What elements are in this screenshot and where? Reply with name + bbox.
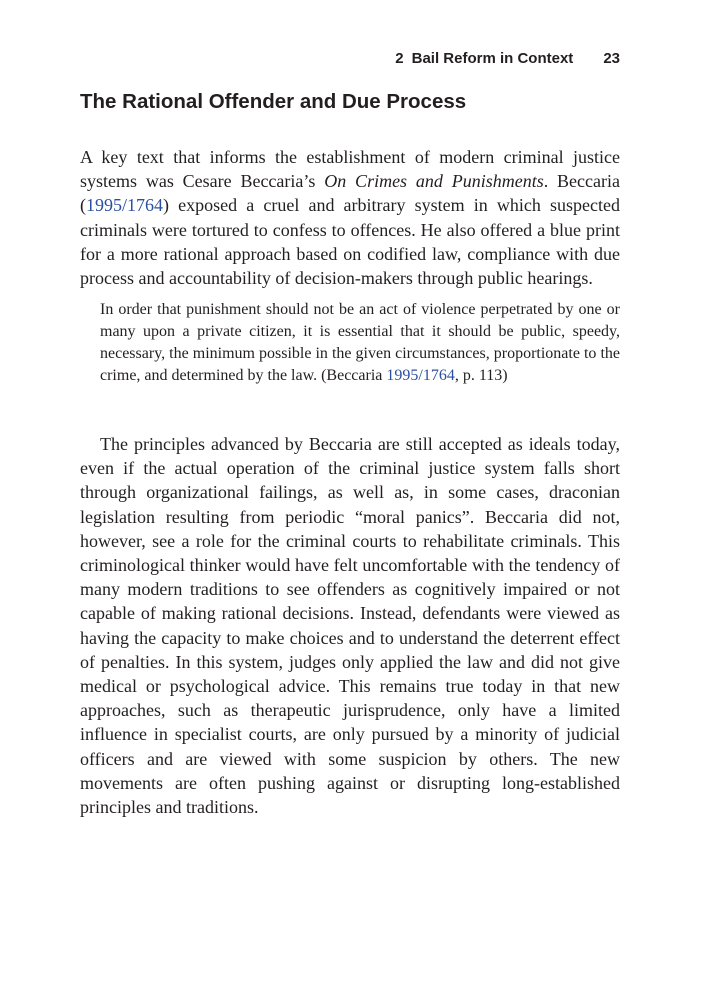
body-paragraph-2: The principles advanced by Beccaria are still accepted as ideals today, even if the actual operation of the criminal justice system falls short through organizational failings, as well as, in some cases, draconian legislation resulting from periodic “moral panics”. Beccaria did not, however, see a role for the criminal courts to rehabilitate criminals. This criminological thinker would have felt uncomfortable with the tendency of many modern traditions to see offenders as cognitively impaired or not capable of making rational decisions. Instead, defendants were viewed as having the capacity to make choices and to understand the deterrent effect of penalties. In this system, judges only applied the law and did not give medical or psychological advice. This remains true today in that new approaches, such as therapeutic jurisprudence, only have a limited influence in specialist courts, are only pursued by a minority of judicial officers and are viewed with some suspicion by others. The new movements are often pushing against or disrupting long-established principles and traditions.: [80, 434, 620, 818]
section-heading: The Rational Offender and Due Process: [80, 90, 467, 113]
paragraph-1-text-a: A key text that informs the establishment of modern criminal justice systems was Cesare Beccaria’s: [80, 147, 620, 192]
chapter-title: Bail Reform in Context: [411, 50, 574, 67]
paragraph-1-text-c: ) exposed a cruel and arbitrary system in which suspected criminals were tortured to confess to offences. He also offered a blue print for a more rational approach based on codified law, compliance with due process and accountability of decision-makers through public hearings.: [80, 195, 620, 289]
body-paragraph-1: [80, 145, 620, 290]
citation-link[interactable]: 1995/1764: [86, 195, 164, 216]
quote-page-ref: , p. 113): [454, 367, 508, 384]
block-quote: [100, 299, 620, 387]
page-number: 23: [603, 50, 620, 67]
paragraph-1-text-b: . Beccaria (: [80, 171, 620, 216]
running-head: [80, 50, 620, 67]
quote-text: In order that punishment should not be an act of violence perpetrated by one or many upon a private citizen, it is essential that it should be public, speedy, necessary, the minimum possible in the given circumstances, proportionate to the crime, and determined by the law. (Beccaria: [100, 301, 620, 384]
quote-citation-link[interactable]: 1995/1764: [386, 367, 455, 384]
book-title: On Crimes and Punishments: [324, 171, 544, 192]
chapter-number: 2: [395, 50, 404, 67]
